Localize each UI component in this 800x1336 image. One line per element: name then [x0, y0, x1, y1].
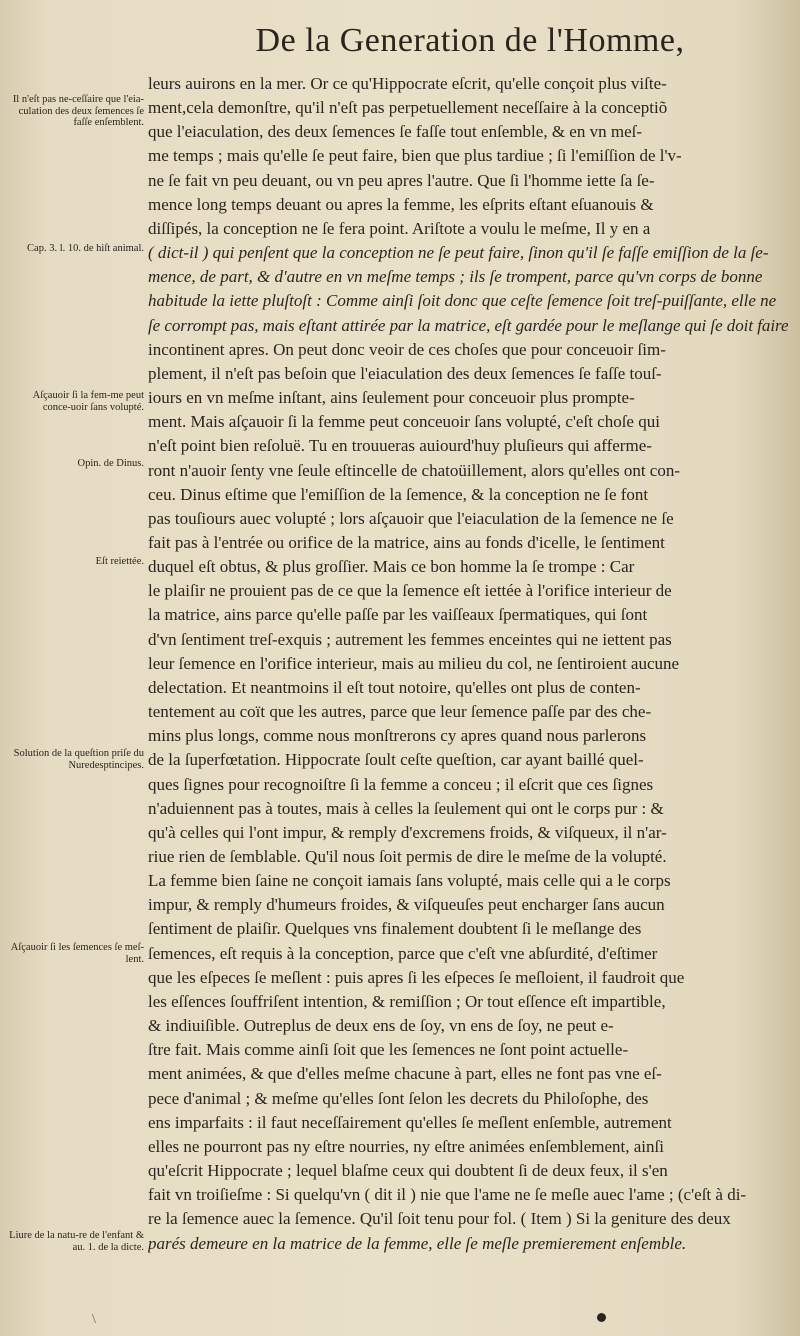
text-line: La femme bien ſaine ne conçoit iamais ſans volupté, mais celle qui a le corps [148, 871, 671, 891]
text-line: que les eſpeces ſe meſlent : puis apres ſi les eſpeces ſe meſloient, il faudroit que [148, 967, 685, 987]
text-line: ques ſignes pour recognoiſtre ſi la femme a conceu ; il eſcrit que ces ſignes [148, 774, 654, 794]
text-line: fait pas à l'entrée ou orifice de la matrice, ains au fonds d'icelle, le ſentiment [148, 532, 665, 552]
text-line: la matrice, ains parce qu'elle paſſe par les vaiſſeaux ſpermatiques, qui ſont [148, 605, 648, 625]
text-line: elles ne pourront pas ny eſtre nourries, ny eſtre animées enſemblement, ainſi [148, 1136, 664, 1156]
text-line: que l'eiaculation, des deux ſemences ſe faſſe tout enſemble, & en vn meſ- [148, 122, 642, 142]
text-line: leurs auirons en la mer. Or ce qu'Hippocrate eſcrit, qu'elle conçoit plus viſte- [148, 74, 667, 93]
text-line: ment animées, & que d'elles meſme chacune à part, elles ne font pas vne eſ- [148, 1064, 662, 1084]
body-text [148, 72, 788, 1256]
text-line: incontinent apres. On peut donc veoir de ces choſes que pour conceuoir ſim- [148, 339, 666, 359]
margin-note: Aſçauoir ſi la fem-me peut conce-uoir ſans volupté. [32, 390, 144, 413]
text-line: ceu. Dinus eſtime que l'emiſſion de la ſemence, & la conception ne ſe font [148, 484, 649, 504]
text-line: duquel eſt obtus, & plus groſſier. Mais ce bon homme la ſe trompe : Car [148, 557, 635, 577]
text-line: impur, & remply d'humeurs froides, & viſqueuſes peut encharger ſans aucun [148, 895, 665, 915]
text-line: mence, de part, & d'autre en vn meſme temps ; ils ſe trompent, parce qu'vn corps de bonne [148, 267, 763, 287]
ink-dot [597, 1313, 606, 1322]
text-line: ſemences, eſt requis à la conception, parce que c'eſt vne abſurdité, d'eſtimer [148, 943, 658, 963]
text-line: riue rien de ſemblable. Qu'il nous ſoit permis de dire le meſme de la volupté. [148, 847, 667, 866]
text-line: ſentiment de plaiſir. Quelques vns finalement doubtent ſi le meſlange des [148, 919, 642, 939]
text-line: & indiuiſible. Outreplus de deux ens de ſoy, vn ens de ſoy, ne peut e- [148, 1016, 614, 1036]
text-line: ( dict-il ) qui penſent que la conception ne ſe peut faire, ſinon qu'il ſe faſſe emiſſion de la ſe- [148, 243, 769, 263]
text-line: n'aduiennent pas à toutes, mais à celles la ſeulement qui ont le corps pur : & [148, 798, 664, 818]
text-line: n'eſt point bien reſoluë. Tu en trouueras auiourd'huy pluſieurs qui afferme- [148, 436, 652, 456]
margin-note: Opin. de Dinus. [77, 458, 144, 469]
text-line: pas touſiours auec volupté ; lors aſçauoir que l'eiaculation de la ſemence ne ſe [148, 508, 674, 528]
text-line: ens imparfaits : il faut neceſſairement qu'elles ſe meſlent enſemble, autrement [148, 1112, 672, 1132]
text-line: pece d'animal ; & meſme qu'elles ſont ſelon les decrets du Philoſophe, des [148, 1088, 649, 1108]
text-line: ront n'auoir ſenty vne ſeule eſtincelle de chatoüillement, alors qu'elles ont con- [148, 460, 681, 480]
text-line: ne ſe fait vn peu deuant, ou vn peu apres l'autre. Que ſi l'homme iette ſa ſe- [148, 170, 655, 190]
text-line: parés demeure en la matrice de la femme, elle ſe meſle premierement enſemble. [148, 1233, 687, 1253]
margin-note: Il n'eſt pas ne-ceſſaire que l'eia-culation des deux ſemences ſe faſſe enſemblent. [12, 94, 144, 128]
margin-note: Solution de la queſtion priſe du Nuredesptincipes. [13, 748, 144, 771]
text-line: plement, il n'eſt pas beſoin que l'eiaculation des deux ſemences ſe faſſe touſ- [148, 363, 662, 383]
text-line: le plaiſir ne prouient pas de ce que la ſemence eſt iettée à l'orifice interieur de [148, 581, 672, 601]
text-line: mence long temps deuant ou apres la femme, les eſprits eſtant eſuanouis & [148, 194, 654, 214]
text-line: diſſipés, la conception ne ſe fera point. Ariſtote a voulu le meſme, Il y en a [148, 218, 651, 238]
text-line: leur ſemence en l'orifice interieur, mais au milieu du col, ne ſentiroient aucune [148, 653, 680, 673]
text-line: me temps ; mais qu'elle ſe peut faire, bien que plus tardiue ; ſi l'emiſſion de l'v- [148, 146, 682, 166]
text-line: de la ſuperfœtation. Hippocrate ſoult ceſte queſtion, car ayant baillé quel- [148, 750, 644, 770]
text-line: ment. Mais aſçauoir ſi la femme peut conceuoir ſans volupté, c'eſt choſe qui [148, 412, 660, 432]
running-head: De la Generation de l'Homme, [255, 22, 685, 59]
text-line: ſtre fait. Mais comme ainſi ſoit que les ſemences ne ſont point actuelle- [148, 1040, 629, 1060]
text-line: d'vn ſentiment treſ-exquis ; autrement les femmes enceintes qui ne iettent pas [148, 629, 672, 649]
margin-note: Aſçauoir ſi les ſemences ſe meſ-lent. [10, 942, 144, 965]
text-line: fait vn troiſieſme : Si quelqu'vn ( dit il ) nie que l'ame ne ſe meſle auec l'ame ; (c'eſt à di- [148, 1185, 747, 1205]
text-line: delectation. Et neantmoins il eſt tout notoire, qu'elles ont plus de conten- [148, 677, 641, 697]
text-line: tentement au coït que les autres, parce que leur ſemence paſſe par des che- [148, 702, 652, 722]
text-line: re la ſemence auec la ſemence. Qu'il ſoit tenu pour fol. ( Item ) Si la geniture des deux [148, 1209, 731, 1229]
stray-mark: \ [92, 1312, 96, 1327]
text-line: qu'eſcrit Hippocrate ; lequel blaſme ceux qui doubtent ſi de deux feux, il s'en [148, 1161, 668, 1181]
text-line: ment,cela demonſtre, qu'il n'eſt pas perpetuellement neceſſaire à la conceptiõ [148, 98, 668, 118]
text-line: les eſſences ſouffriſent intention, & remiſſion ; Or tout eſſence eſt impartible, [148, 991, 666, 1011]
text-line: habitude la iette pluſtoſt : Comme ainſi ſoit donc que ceſte ſemence ſoit treſ-puiſſante, elle ne [148, 291, 777, 311]
margin-note: Eſt reiettée. [95, 556, 144, 567]
margin-note: Liure de la natu-re de l'enfant & au. 1. de la dicte. [9, 1230, 144, 1253]
text-line: ſe corrompt pas, mais eſtant attirée par la matrice, eſt gardée pour le meſlange qui ſe doit faire [148, 315, 788, 335]
text-line: mins plus longs, comme nous monſtrerons cy apres quand nous parlerons [148, 726, 647, 746]
text-line: qu'à celles qui l'ont impur, & remply d'excremens froids, & viſqueux, il n'ar- [148, 822, 667, 842]
margin-note: Cap. 3. l. 10. de hiſt animal. [27, 243, 144, 254]
text-line: iours en vn meſme inſtant, ains ſeulement pour conceuoir plus prompte- [148, 388, 635, 408]
